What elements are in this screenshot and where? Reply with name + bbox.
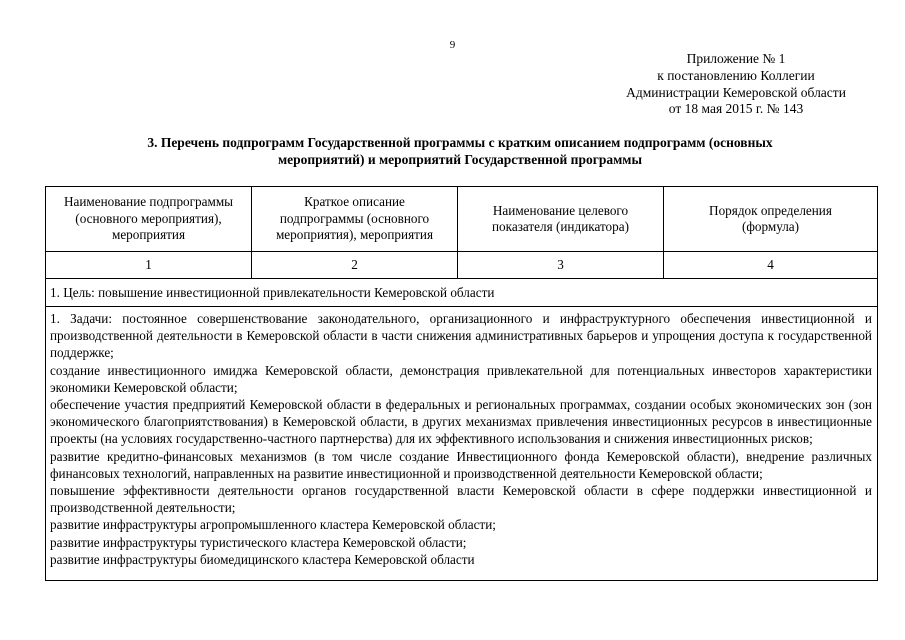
task-paragraph: повышение эффективности деятельности органов государственной власти Кемеровской области в сфере поддержки инвестиционной и производственной деятельности; <box>50 483 872 516</box>
page-number: 9 <box>449 39 456 51</box>
header-cell: Наименование подпрограммы (основного мероприятия), мероприятия <box>46 187 252 252</box>
appendix-line: от 18 мая 2015 г. № 143 <box>668 101 804 117</box>
column-number: 2 <box>252 252 458 279</box>
header-cell: Порядок определения (формула) <box>664 187 878 252</box>
task-paragraph: развитие кредитно-финансовых механизмов (в том числе создание Инвестиционного фонда Кемеровской области), внедрение различных финансовых технологий, направленных на развитие инвестиционной и производственной деятельности Кемеровской области; <box>50 448 872 481</box>
table-header-row <box>46 187 878 252</box>
column-number: 3 <box>458 252 664 279</box>
header-cell: Наименование целевого показателя (индикатора) <box>458 187 664 252</box>
goal-text: 1. Цель: повышение инвестиционной привлекательности Кемеровской области <box>46 279 878 307</box>
goal-row <box>46 279 878 307</box>
appendix-line: Приложение № 1 <box>686 51 786 66</box>
task-paragraph: 1. Задачи: постоянное совершенствование законодательного, организационного и инфраструктурного обеспечения инвестиционной и производственной деятельности в Кемеровской области в части снижения административных барьеров и упрощения доступа к государственной поддержке; <box>50 311 872 361</box>
tasks-cell <box>46 307 878 581</box>
appendix-line: к постановлению Коллегии <box>657 67 815 83</box>
section-title-line: 3. Перечень подпрограмм Государственной программы с кратким описанием подпрограмм (основных <box>147 135 773 150</box>
header-cell: Краткое описание подпрограммы (основного мероприятия), мероприятия <box>252 187 458 252</box>
task-paragraph: развитие инфраструктуры агропромышленного кластера Кемеровской области; <box>50 517 496 533</box>
column-number: 1 <box>46 252 252 279</box>
task-paragraph: развитие инфраструктуры туристического кластера Кемеровской области; <box>50 534 467 550</box>
appendix-block <box>580 51 892 118</box>
column-number: 4 <box>664 252 878 279</box>
column-number-row <box>46 252 878 279</box>
task-paragraph: обеспечение участия предприятий Кемеровской области в федеральных и региональных программах, создании особых экономических зон (зон экономического благоприятствования) в Кемеровской области, в других механизмах привлечения инвестиционных ресурсов в инвестиционные проекты (на условиях государственно-частного партнерства) для их эффективного использования и снижения инвестиционных рисков; <box>50 397 872 447</box>
appendix-line: Администрации Кемеровской области <box>626 84 846 100</box>
section-title <box>90 135 830 168</box>
section-title-line: мероприятий) и мероприятий Государственной программы <box>277 151 643 167</box>
subprograms-table <box>45 186 878 581</box>
task-paragraph: создание инвестиционного имиджа Кемеровской области, демонстрация привлекательной для потенциальных инвесторов характеристики экономики Кемеровской области; <box>50 362 872 395</box>
task-paragraph: развитие инфраструктуры биомедицинского кластера Кемеровской области <box>50 551 475 567</box>
tasks-row <box>46 307 878 581</box>
